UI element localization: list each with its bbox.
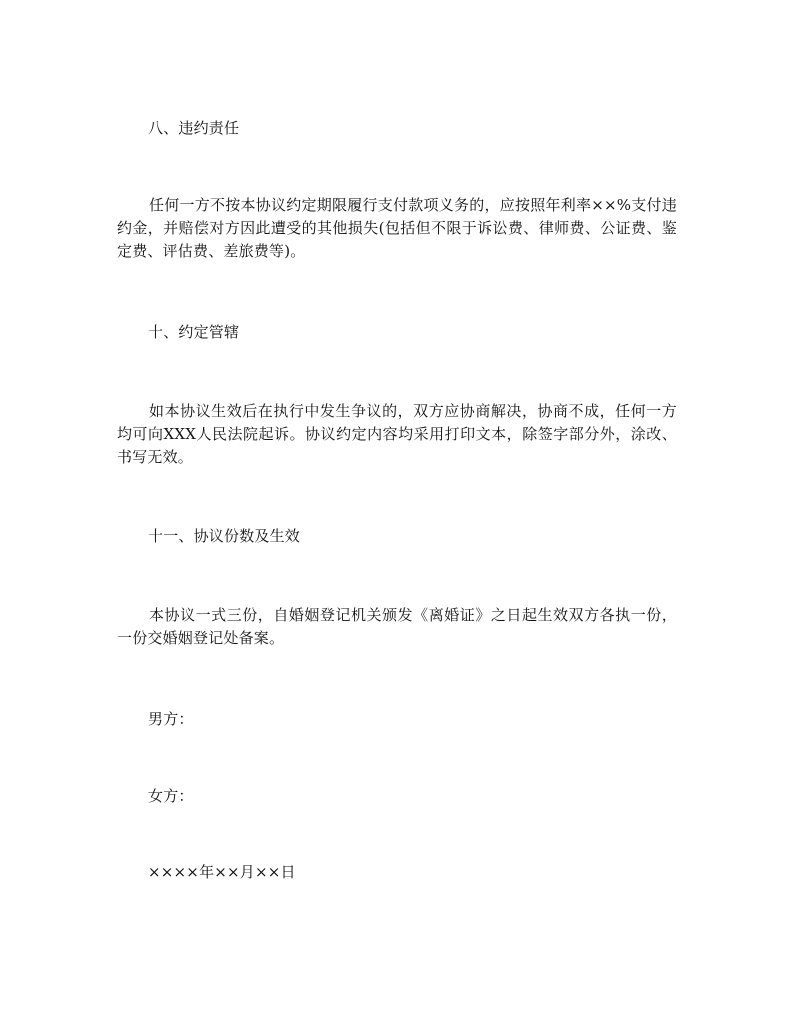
signature-male-label: 男方： [148, 710, 194, 728]
section-body-jurisdiction: 如本协议生效后在执行中发生争议的，双方应协商解决，协商不成，任何一方均可向XXX人民法院起诉。协议约定内容均采用打印文本，除签字部分外，涂改、书写无效。 [117, 402, 677, 466]
signature-date: ××××年××月××日 [148, 863, 296, 881]
section-body-copies: 本协议一式三份，自婚姻登记机关颁发《离婚证》之日起生效双方各执一份，一份交婚姻登记处备案。 [117, 606, 677, 647]
signature-female-label: 女方： [148, 787, 194, 805]
section-heading-breach: 八、违约责任 [148, 119, 240, 137]
section-body-breach: 任何一方不按本协议约定期限履行支付款项义务的，应按照年利率××%支付违约金，并赔偿对方因此遭受的其他损失(包括但不限于诉讼费、律师费、公证费、鉴定费、评估费、差旅费等)。 [117, 196, 677, 260]
section-heading-copies: 十一、协议份数及生效 [148, 527, 301, 545]
section-heading-jurisdiction: 十、约定管辖 [148, 323, 240, 341]
